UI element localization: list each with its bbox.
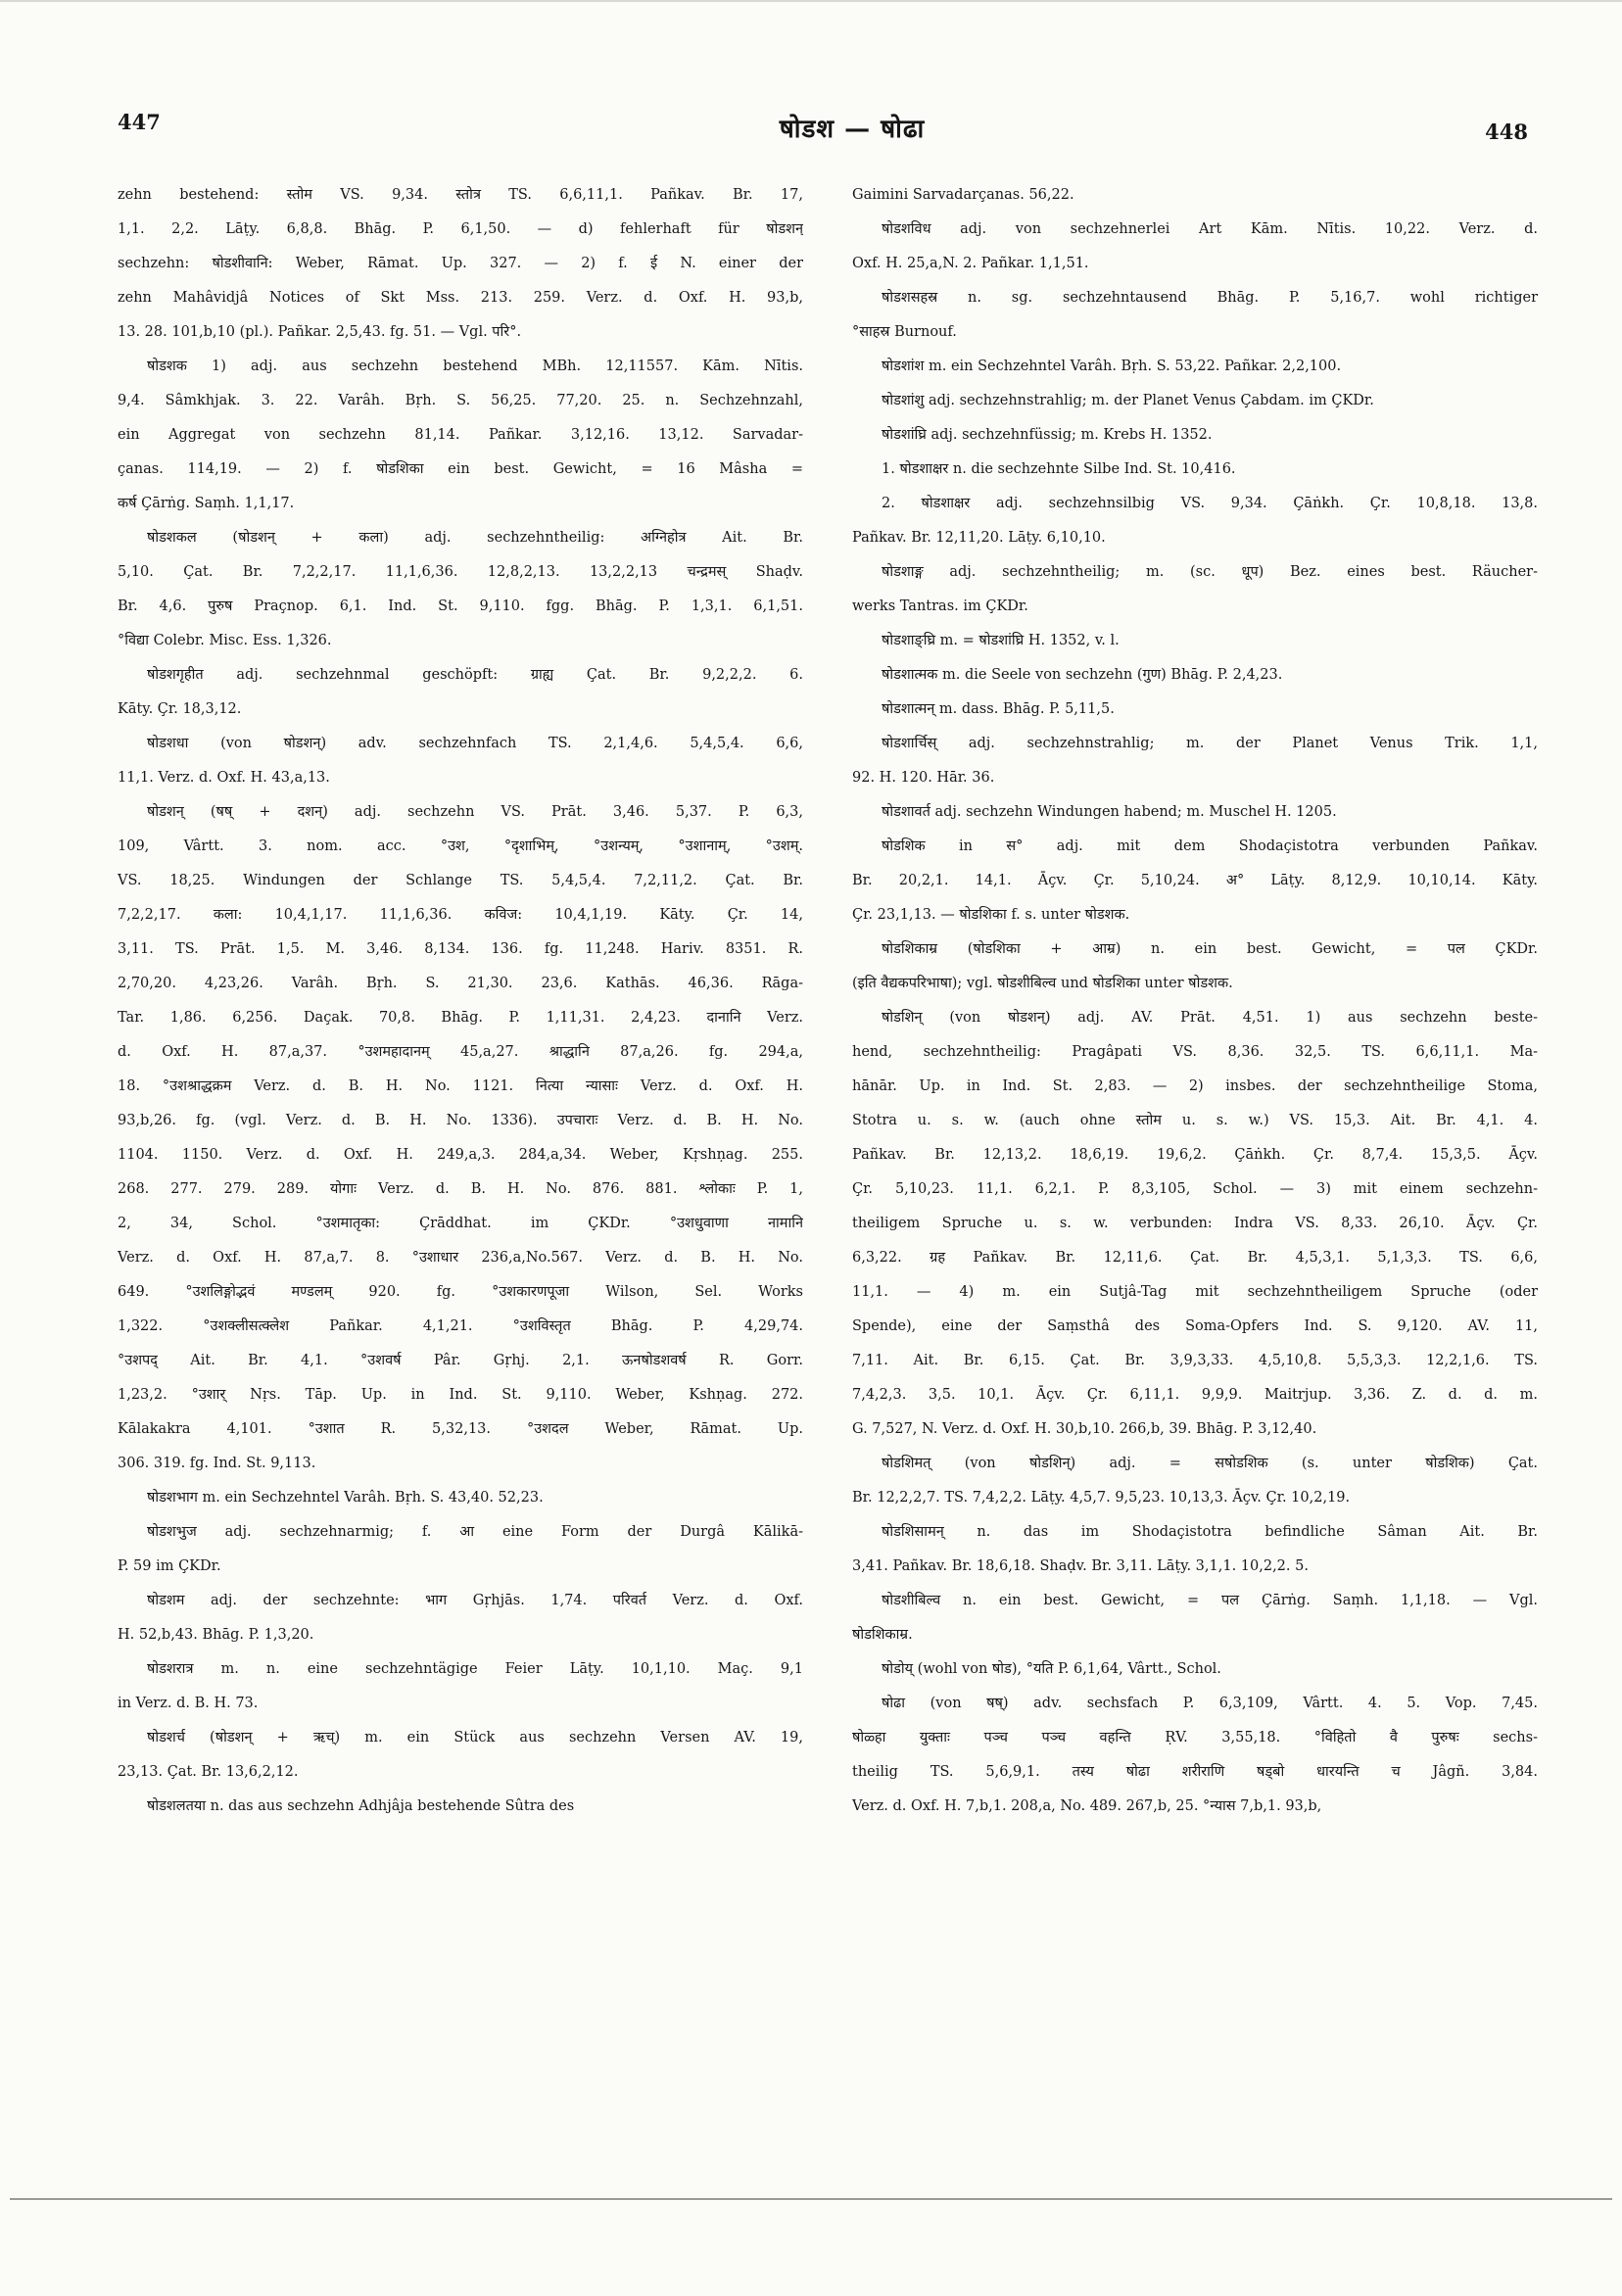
text-line: °उशपद् Ait. Br. 4,1. °उशवर्ष Pâr. Gṛhj. 2,1. ऊनषोडशवर्ष R. Gorr.	[118, 1353, 803, 1368]
text-line: षोडशिन् (von षोडशन्) adj. AV. Prāt. 4,51. 1) aus sechzehn beste-	[882, 1010, 1538, 1026]
text-line: षोडशर्च (षोडशन् + ऋच्) m. ein Stück aus sechzehn Versen AV. 19,	[147, 1730, 803, 1746]
text-line: 2,70,20. 4,23,26. Varâh. Bṛh. S. 21,30. 23,6. Kathās. 46,36. Rāga-	[118, 976, 803, 991]
text-line: °विद्या Colebr. Misc. Ess. 1,326.	[118, 633, 332, 648]
text-line: षोडशसहस्र n. sg. sechzehntausend Bhāg. P. 5,16,7. wohl richtiger	[882, 290, 1538, 306]
text-line: 7,4,2,3. 3,5. 10,1. Āçv. Çr. 6,11,1. 9,9,9. Maitrjup. 3,36. Z. d. d. m.	[852, 1387, 1538, 1403]
text-line: VS. 18,25. Windungen der Schlange TS. 5,4,5,4. 7,2,11,2. Çat. Br.	[118, 873, 803, 888]
text-line: Pañkav. Br. 12,11,20. Lāṭy. 6,10,10.	[852, 530, 1106, 546]
text-line: 2, 34, Schol. °उशमातृका: Çrāddhat. im ÇKDr. °उशधुवाणा नामानि	[118, 1216, 803, 1231]
text-line: d. Oxf. H. 87,a,37. °उशमहादानम् 45,a,27. श्राद्धानि 87,a,26. fg. 294,a,	[118, 1044, 803, 1060]
text-line: 11,1. Verz. d. Oxf. H. 43,a,13.	[118, 770, 330, 786]
text-line: 109, Vârtt. 3. nom. acc. °उश, °दृशाभिम्, °उशन्यम्, °उशानाम्, °उशम्.	[118, 838, 803, 854]
text-line: षोडशावर्त adj. sechzehn Windungen habend; m. Muschel H. 1205.	[882, 804, 1337, 820]
text-line: षोडशिमत् (von षोडशिन्) adj. = सषोडशिक (s. unter षोडशिक) Çat.	[882, 1456, 1538, 1471]
text-line: ein Aggregat von sechzehn 81,14. Pañkar. 3,12,16. 13,12. Sarvadar-	[118, 427, 803, 443]
text-line: hānār. Up. in Ind. St. 2,83. — 2) insbes. der sechzehntheilige Stoma,	[852, 1078, 1538, 1094]
text-line: षोडशिक in स° adj. mit dem Shodaçistotra verbunden Pañkav.	[882, 838, 1538, 854]
text-line: çanas. 114,19. — 2) f. षोडशिका ein best. Gewicht, = 16 Mâsha =	[118, 461, 803, 477]
text-line: षोडशभाग m. ein Sechzehntel Varâh. Bṛh. S. 43,40. 52,23.	[147, 1490, 544, 1506]
page-number-left: 447	[118, 110, 161, 134]
text-line: theilig TS. 5,6,9,1. तस्य षोढा शरीराणि षड्बो धारयन्ति च Jâgñ. 3,84.	[852, 1764, 1538, 1780]
text-line: Br. 20,2,1. 14,1. Āçv. Çr. 5,10,24. अ° Lāṭy. 8,12,9. 10,10,14. Kāty.	[852, 873, 1538, 888]
text-line: Br. 12,2,2,7. TS. 7,4,2,2. Lāṭy. 4,5,7. 9,5,23. 10,13,3. Āçv. Çr. 10,2,19.	[852, 1490, 1351, 1506]
text-line: 5,10. Çat. Br. 7,2,2,17. 11,1,6,36. 12,8,2,13. 13,2,2,13 चन्द्रमस् Shaḍv.	[118, 564, 803, 580]
text-line: षोडशभुज adj. sechzehnarmig; f. आ eine Form der Durgâ Kālikā-	[147, 1524, 803, 1540]
text-line: 3,41. Pañkav. Br. 18,6,18. Shaḍv. Br. 3,11. Lāṭy. 3,1,1. 10,2,2. 5.	[852, 1558, 1309, 1574]
text-line: Spende), eine der Saṃsthâ des Soma-Opfers Ind. S. 9,120. AV. 11,	[852, 1318, 1538, 1334]
text-line: षोडशांघ्रि adj. sechzehnfüssig; m. Krebs H. 1352.	[882, 427, 1213, 443]
top-rule	[0, 0, 1622, 2]
text-line: Kālakakra 4,101. °उशात R. 5,32,13. °उशदल Weber, Rāmat. Up.	[118, 1421, 803, 1437]
text-line: °साहस्र Burnouf.	[852, 324, 957, 340]
text-line: षोडोय् (wohl von षोड), °यति P. 6,1,64, Vârtt., Schol.	[882, 1661, 1221, 1677]
text-line: H. 52,b,43. Bhāg. P. 1,3,20.	[118, 1627, 314, 1643]
text-line: Kāty. Çr. 18,3,12.	[118, 701, 242, 717]
text-line: Çr. 23,1,13. — षोडशिका f. s. unter षोडशक.	[852, 907, 1130, 923]
text-line: षोडशाङ्ग adj. sechzehntheilig; m. (sc. धूप) Bez. eines best. Räucher-	[882, 564, 1538, 580]
text-line: षोडशात्मक m. die Seele von sechzehn (गुण) Bhāg. P. 2,4,23.	[882, 667, 1283, 683]
text-line: Stotra u. s. w. (auch ohne स्तोम u. s. w.) VS. 15,3. Ait. Br. 4,1. 4.	[852, 1113, 1538, 1128]
text-line: षोडशधा (von षोडशन्) adv. sechzehnfach TS. 2,1,4,6. 5,4,5,4. 6,6,	[147, 736, 803, 751]
text-line: 11,1. — 4) m. ein Sutjâ-Tag mit sechzehntheiligem Spruche (oder	[852, 1284, 1538, 1300]
text-line: Verz. d. Oxf. H. 7,b,1. 208,a, No. 489. 267,b, 25. °न्यास 7,b,1. 93,b,	[852, 1798, 1322, 1814]
text-line: षोडशिकाम्र (षोडशिका + आम्र) n. ein best. Gewicht, = पल ÇKDr.	[882, 941, 1538, 957]
text-line: षोडशांशु adj. sechzehnstrahlig; m. der Planet Venus Çabdam. im ÇKDr.	[882, 393, 1374, 408]
page-title: षोडश — षोढा	[779, 115, 926, 144]
text-line: षोडशकल (षोडशन् + कला) adj. sechzehntheilig: अग्निहोत्र Ait. Br.	[147, 530, 803, 546]
text-line: 23,13. Çat. Br. 13,6,2,12.	[118, 1764, 299, 1780]
text-line: 1104. 1150. Verz. d. Oxf. H. 249,a,3. 284,a,34. Weber, Kṛshṇag. 255.	[118, 1147, 803, 1163]
text-line: 1. षोडशाक्षर n. die sechzehnte Silbe Ind. St. 10,416.	[882, 461, 1236, 477]
text-line: षोळ्हा युक्ताः पञ्च पञ्च वहन्ति ṚV. 3,55,18. °विहितो वै पुरुषः sechs-	[852, 1730, 1538, 1746]
text-line: षोडशात्मन् m. dass. Bhāg. P. 5,11,5.	[882, 701, 1115, 717]
text-line: षोडशन् (षष् + दशन्) adj. sechzehn VS. Prāt. 3,46. 5,37. P. 6,3,	[147, 804, 803, 820]
text-line: 6,3,22. ग्रह Pañkav. Br. 12,11,6. Çat. Br. 4,5,3,1. 5,1,3,3. TS. 6,6,	[852, 1250, 1538, 1266]
text-line: 268. 277. 279. 289. योगाः Verz. d. B. H. No. 876. 881. श्लोकाः P. 1,	[118, 1181, 803, 1197]
text-line: षोडशिसामन् n. das im Shodaçistotra befindliche Sâman Ait. Br.	[882, 1524, 1538, 1540]
text-line: 93,b,26. fg. (vgl. Verz. d. B. H. No. 1336). उपचाराः Verz. d. B. H. No.	[118, 1113, 803, 1128]
text-line: षोडशिकाम्र.	[852, 1627, 913, 1643]
text-line: षोडशीबिल्व n. ein best. Gewicht, = पल Çārṅg. Saṃh. 1,1,18. — Vgl.	[882, 1593, 1538, 1608]
text-line: Çr. 5,10,23. 11,1. 6,2,1. P. 8,3,105, Schol. — 3) mit einem sechzehn-	[852, 1181, 1538, 1197]
text-line: Gaimini Sarvadarçanas. 56,22.	[852, 187, 1074, 203]
text-line: षोडशगृहीत adj. sechzehnmal geschöpft: ग्राह्य Çat. Br. 9,2,2,2. 6.	[147, 667, 803, 683]
text-line: 1,23,2. °उशार् Nṛs. Tāp. Up. in Ind. St. 9,110. Weber, Kshṇag. 272.	[118, 1387, 803, 1403]
text-line: षोडशाङ्घ्रि m. = षोडशांघ्रि H. 1352, v. l.	[882, 633, 1120, 648]
text-line: 13. 28. 101,b,10 (pl.). Pañkar. 2,5,43. fg. 51. — Vgl. परि°.	[118, 324, 522, 340]
text-line: zehn bestehend: स्तोम VS. 9,34. स्तोत्र TS. 6,6,11,1. Pañkav. Br. 17,	[118, 187, 803, 203]
text-line: zehn Mahâvidjâ Notices of Skt Mss. 213. 259. Verz. d. Oxf. H. 93,b,	[118, 290, 803, 306]
text-line: 92. H. 120. Hār. 36.	[852, 770, 995, 786]
text-line: Br. 4,6. पुरुष Praçnop. 6,1. Ind. St. 9,110. fgg. Bhāg. P. 1,3,1. 6,1,51.	[118, 598, 803, 614]
text-line: कर्ष Çārṅg. Saṃh. 1,1,17.	[118, 496, 295, 511]
text-line: 2. षोडशाक्षर adj. sechzehnsilbig VS. 9,34. Çāṅkh. Çr. 10,8,18. 13,8.	[882, 496, 1538, 511]
text-line: 649. °उशलिङ्गोद्भवं मण्डलम् 920. fg. °उशकारणपूजा Wilson, Sel. Works	[118, 1284, 803, 1300]
text-line: P. 59 im ÇKDr.	[118, 1558, 221, 1574]
text-line: 3,11. TS. Prāt. 1,5. M. 3,46. 8,134. 136. fg. 11,248. Hariv. 8351. R.	[118, 941, 803, 957]
text-line: theiligem Spruche u. s. w. verbunden: Indra VS. 8,33. 26,10. Āçv. Çr.	[852, 1216, 1538, 1231]
left-column	[118, 178, 803, 1824]
text-line: (इति वैद्यकपरिभाषा); vgl. षोडशीबिल्व und षोडशिका unter षोडशक.	[852, 976, 1233, 991]
text-line: 1,1. 2,2. Lāṭy. 6,8,8. Bhāg. P. 6,1,50. — d) fehlerhaft für षोडशन्	[118, 221, 803, 237]
text-line: werks Tantras. im ÇKDr.	[852, 598, 1028, 614]
text-line: 18. °उशश्राद्धक्रम Verz. d. B. H. No. 1121. नित्या न्यासाः Verz. d. Oxf. H.	[118, 1078, 803, 1094]
text-line: षोडशलतया n. das aus sechzehn Adhjâja bestehende Sûtra des	[147, 1798, 575, 1814]
text-line: षोडशांश m. ein Sechzehntel Varâh. Bṛh. S. 53,22. Pañkar. 2,2,100.	[882, 359, 1342, 374]
page-number-right: 448	[1485, 120, 1528, 144]
text-line: hend, sechzehntheilig: Pragâpati VS. 8,36. 32,5. TS. 6,6,11,1. Ma-	[852, 1044, 1538, 1060]
text-line: in Verz. d. B. H. 73.	[118, 1696, 259, 1711]
text-line: G. 7,527, N. Verz. d. Oxf. H. 30,b,10. 266,b, 39. Bhāg. P. 3,12,40.	[852, 1421, 1317, 1437]
text-line: Verz. d. Oxf. H. 87,a,7. 8. °उशाधार 236,a,No.567. Verz. d. B. H. No.	[118, 1250, 803, 1266]
text-line: षोडशरात्र m. n. eine sechzehntägige Feier Lāṭy. 10,1,10. Maç. 9,1	[147, 1661, 803, 1677]
text-line: Pañkav. Br. 12,13,2. 18,6,19. 19,6,2. Çāṅkh. Çr. 8,7,4. 15,3,5. Āçv.	[852, 1147, 1538, 1163]
text-line: Oxf. H. 25,a,N. 2. Pañkar. 1,1,51.	[852, 256, 1089, 271]
text-line: षोडशम adj. der sechzehnte: भाग Gṛhjās. 1,74. परिवर्त Verz. d. Oxf.	[147, 1593, 803, 1608]
text-line: sechzehn: षोडशीवानि: Weber, Rāmat. Up. 327. — 2) f. ई N. einer der	[118, 256, 803, 271]
text-line: षोडशार्चिस् adj. sechzehnstrahlig; m. der Planet Venus Trik. 1,1,	[882, 736, 1538, 751]
text-line: 7,2,2,17. कला: 10,4,1,17. 11,1,6,36. कविज: 10,4,1,19. Kāty. Çr. 14,	[118, 907, 803, 923]
text-line: षोडशविध adj. von sechzehnerlei Art Kām. Nītis. 10,22. Verz. d.	[882, 221, 1538, 237]
text-line: 1,322. °उशक्लीसत्क्लेश Pañkar. 4,1,21. °उशविस्तृत Bhāg. P. 4,29,74.	[118, 1318, 803, 1334]
text-line: षोढा (von षष्) adv. sechsfach P. 6,3,109, Vârtt. 4. 5. Vop. 7,45.	[882, 1696, 1538, 1711]
right-column	[852, 178, 1538, 1824]
text-line: 306. 319. fg. Ind. St. 9,113.	[118, 1456, 316, 1471]
text-line: 9,4. Sâmkhjak. 3. 22. Varâh. Bṛh. S. 56,25. 77,20. 25. n. Sechzehnzahl,	[118, 393, 803, 408]
text-line: Tar. 1,86. 6,256. Daçak. 70,8. Bhāg. P. 1,11,31. 2,4,23. दानानि Verz.	[118, 1010, 803, 1026]
page-header	[118, 110, 1528, 149]
text-line: 7,11. Ait. Br. 6,15. Çat. Br. 3,9,3,33. 4,5,10,8. 5,5,3,3. 12,2,1,6. TS.	[852, 1353, 1538, 1368]
bottom-rule	[10, 2198, 1612, 2200]
text-line: षोडशक 1) adj. aus sechzehn bestehend MBh. 12,11557. Kām. Nītis.	[147, 359, 803, 374]
